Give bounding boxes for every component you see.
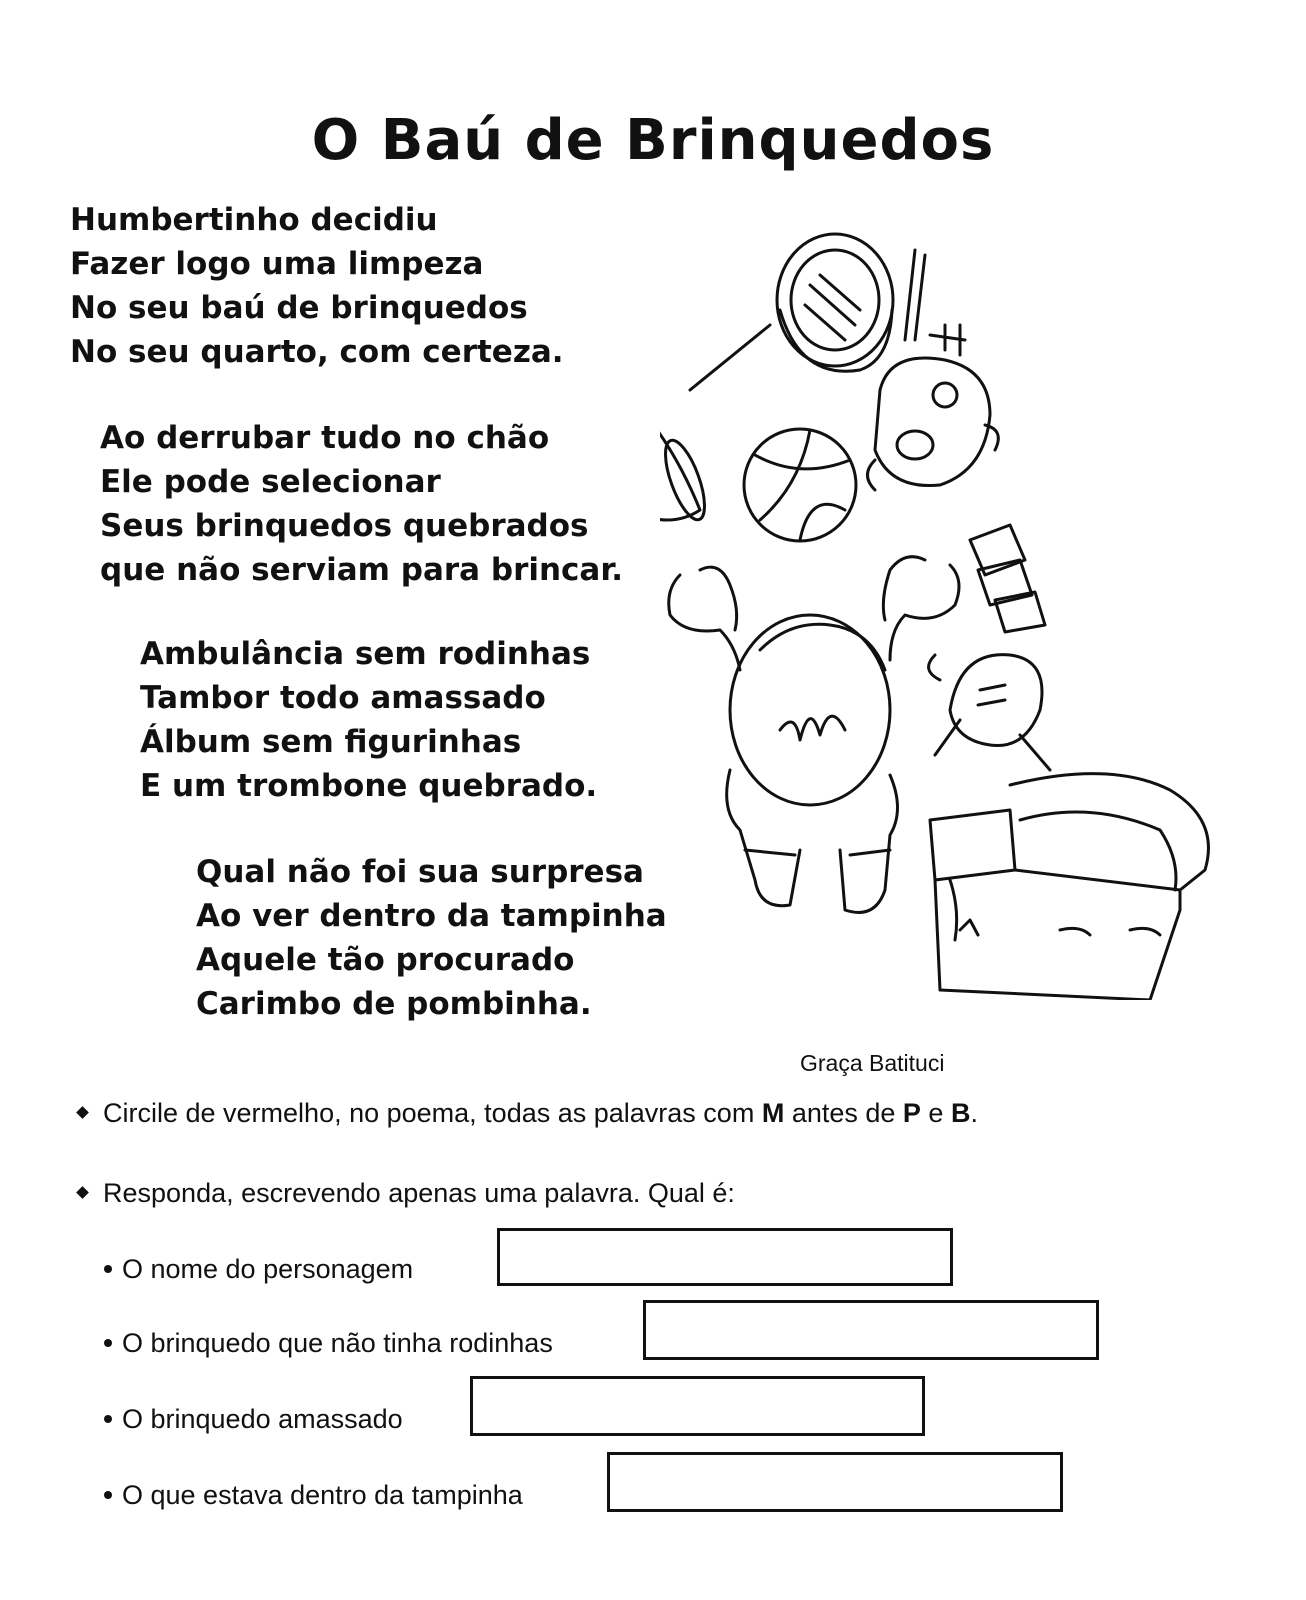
diamond-bullet-icon xyxy=(76,1107,89,1120)
question-label: O que estava dentro da tampinha xyxy=(122,1480,523,1510)
stamps-icon xyxy=(970,525,1045,632)
poem-line: Ao derrubar tudo no chão xyxy=(100,420,550,456)
wind-up-toy-icon xyxy=(868,325,999,490)
question-label: O brinquedo amassado xyxy=(122,1404,403,1434)
poem-stanza-2 xyxy=(100,416,623,592)
instruction-circle xyxy=(78,1098,978,1129)
instruction-text: antes de xyxy=(784,1098,903,1128)
page-title: O Baú de Brinquedos xyxy=(311,108,995,173)
poem-line: Ao ver dentro da tampinha xyxy=(196,898,667,934)
poem-author: Graça Batituci xyxy=(800,1050,945,1076)
poem-stanza-3 xyxy=(140,632,597,808)
toys-illustration xyxy=(660,230,1230,1000)
toy-chest-icon xyxy=(930,774,1208,1000)
question-4 xyxy=(104,1480,523,1511)
answer-box-4[interactable] xyxy=(607,1452,1063,1512)
diamond-bullet-icon xyxy=(76,1187,89,1200)
bullet-icon xyxy=(104,1491,112,1499)
instruction-text: . xyxy=(970,1098,978,1128)
poem-line: Qual não foi sua surpresa xyxy=(196,854,644,890)
letter-p: P xyxy=(902,1098,921,1128)
answer-box-3[interactable] xyxy=(470,1376,925,1436)
instruction-text: Responda, escrevendo apenas uma palavra. Qual é: xyxy=(103,1178,735,1208)
question-1 xyxy=(104,1254,413,1285)
poem-line: Seus brinquedos quebrados xyxy=(100,508,589,544)
poem-line: Tambor todo amassado xyxy=(140,680,546,716)
toy-airplane-icon xyxy=(929,655,1050,770)
poem-line: No seu baú de brinquedos xyxy=(70,290,528,326)
question-label: O brinquedo que não tinha rodinhas xyxy=(122,1328,553,1358)
boy-icon xyxy=(669,557,959,913)
instruction-answer xyxy=(78,1178,735,1209)
trombone-icon xyxy=(660,393,713,524)
poem-stanza-4 xyxy=(196,850,667,1026)
poem-line: Aquele tão procurado xyxy=(196,942,575,978)
bullet-icon xyxy=(104,1415,112,1423)
poem-line: Fazer logo uma limpeza xyxy=(70,246,484,282)
poem-line: Ele pode selecionar xyxy=(100,464,441,500)
ball-icon xyxy=(744,429,856,541)
question-2 xyxy=(104,1328,553,1359)
poem-line: Álbum sem figurinhas xyxy=(140,724,522,760)
poem-line: Ambulância sem rodinhas xyxy=(140,636,591,672)
poem-line: No seu quarto, com certeza. xyxy=(70,334,564,370)
letter-m: M xyxy=(761,1098,785,1128)
bullet-icon xyxy=(104,1265,112,1273)
answer-box-2[interactable] xyxy=(643,1300,1099,1360)
poem-line: E um trombone quebrado. xyxy=(140,768,598,804)
letter-b: B xyxy=(950,1098,971,1128)
poem-line: Carimbo de pombinha. xyxy=(196,986,592,1022)
question-label: O nome do personagem xyxy=(122,1254,414,1284)
instruction-text: Circile de vermelho, no poema, todas as palavras com xyxy=(103,1098,762,1128)
drum-icon xyxy=(690,234,925,390)
instruction-text: e xyxy=(920,1098,951,1128)
poem-line: Humbertinho decidiu xyxy=(70,202,438,238)
answer-box-1[interactable] xyxy=(497,1228,953,1286)
poem-line: que não serviam para brincar. xyxy=(100,552,623,588)
question-3 xyxy=(104,1404,403,1435)
bullet-icon xyxy=(104,1339,112,1347)
poem-stanza-1 xyxy=(70,198,564,374)
